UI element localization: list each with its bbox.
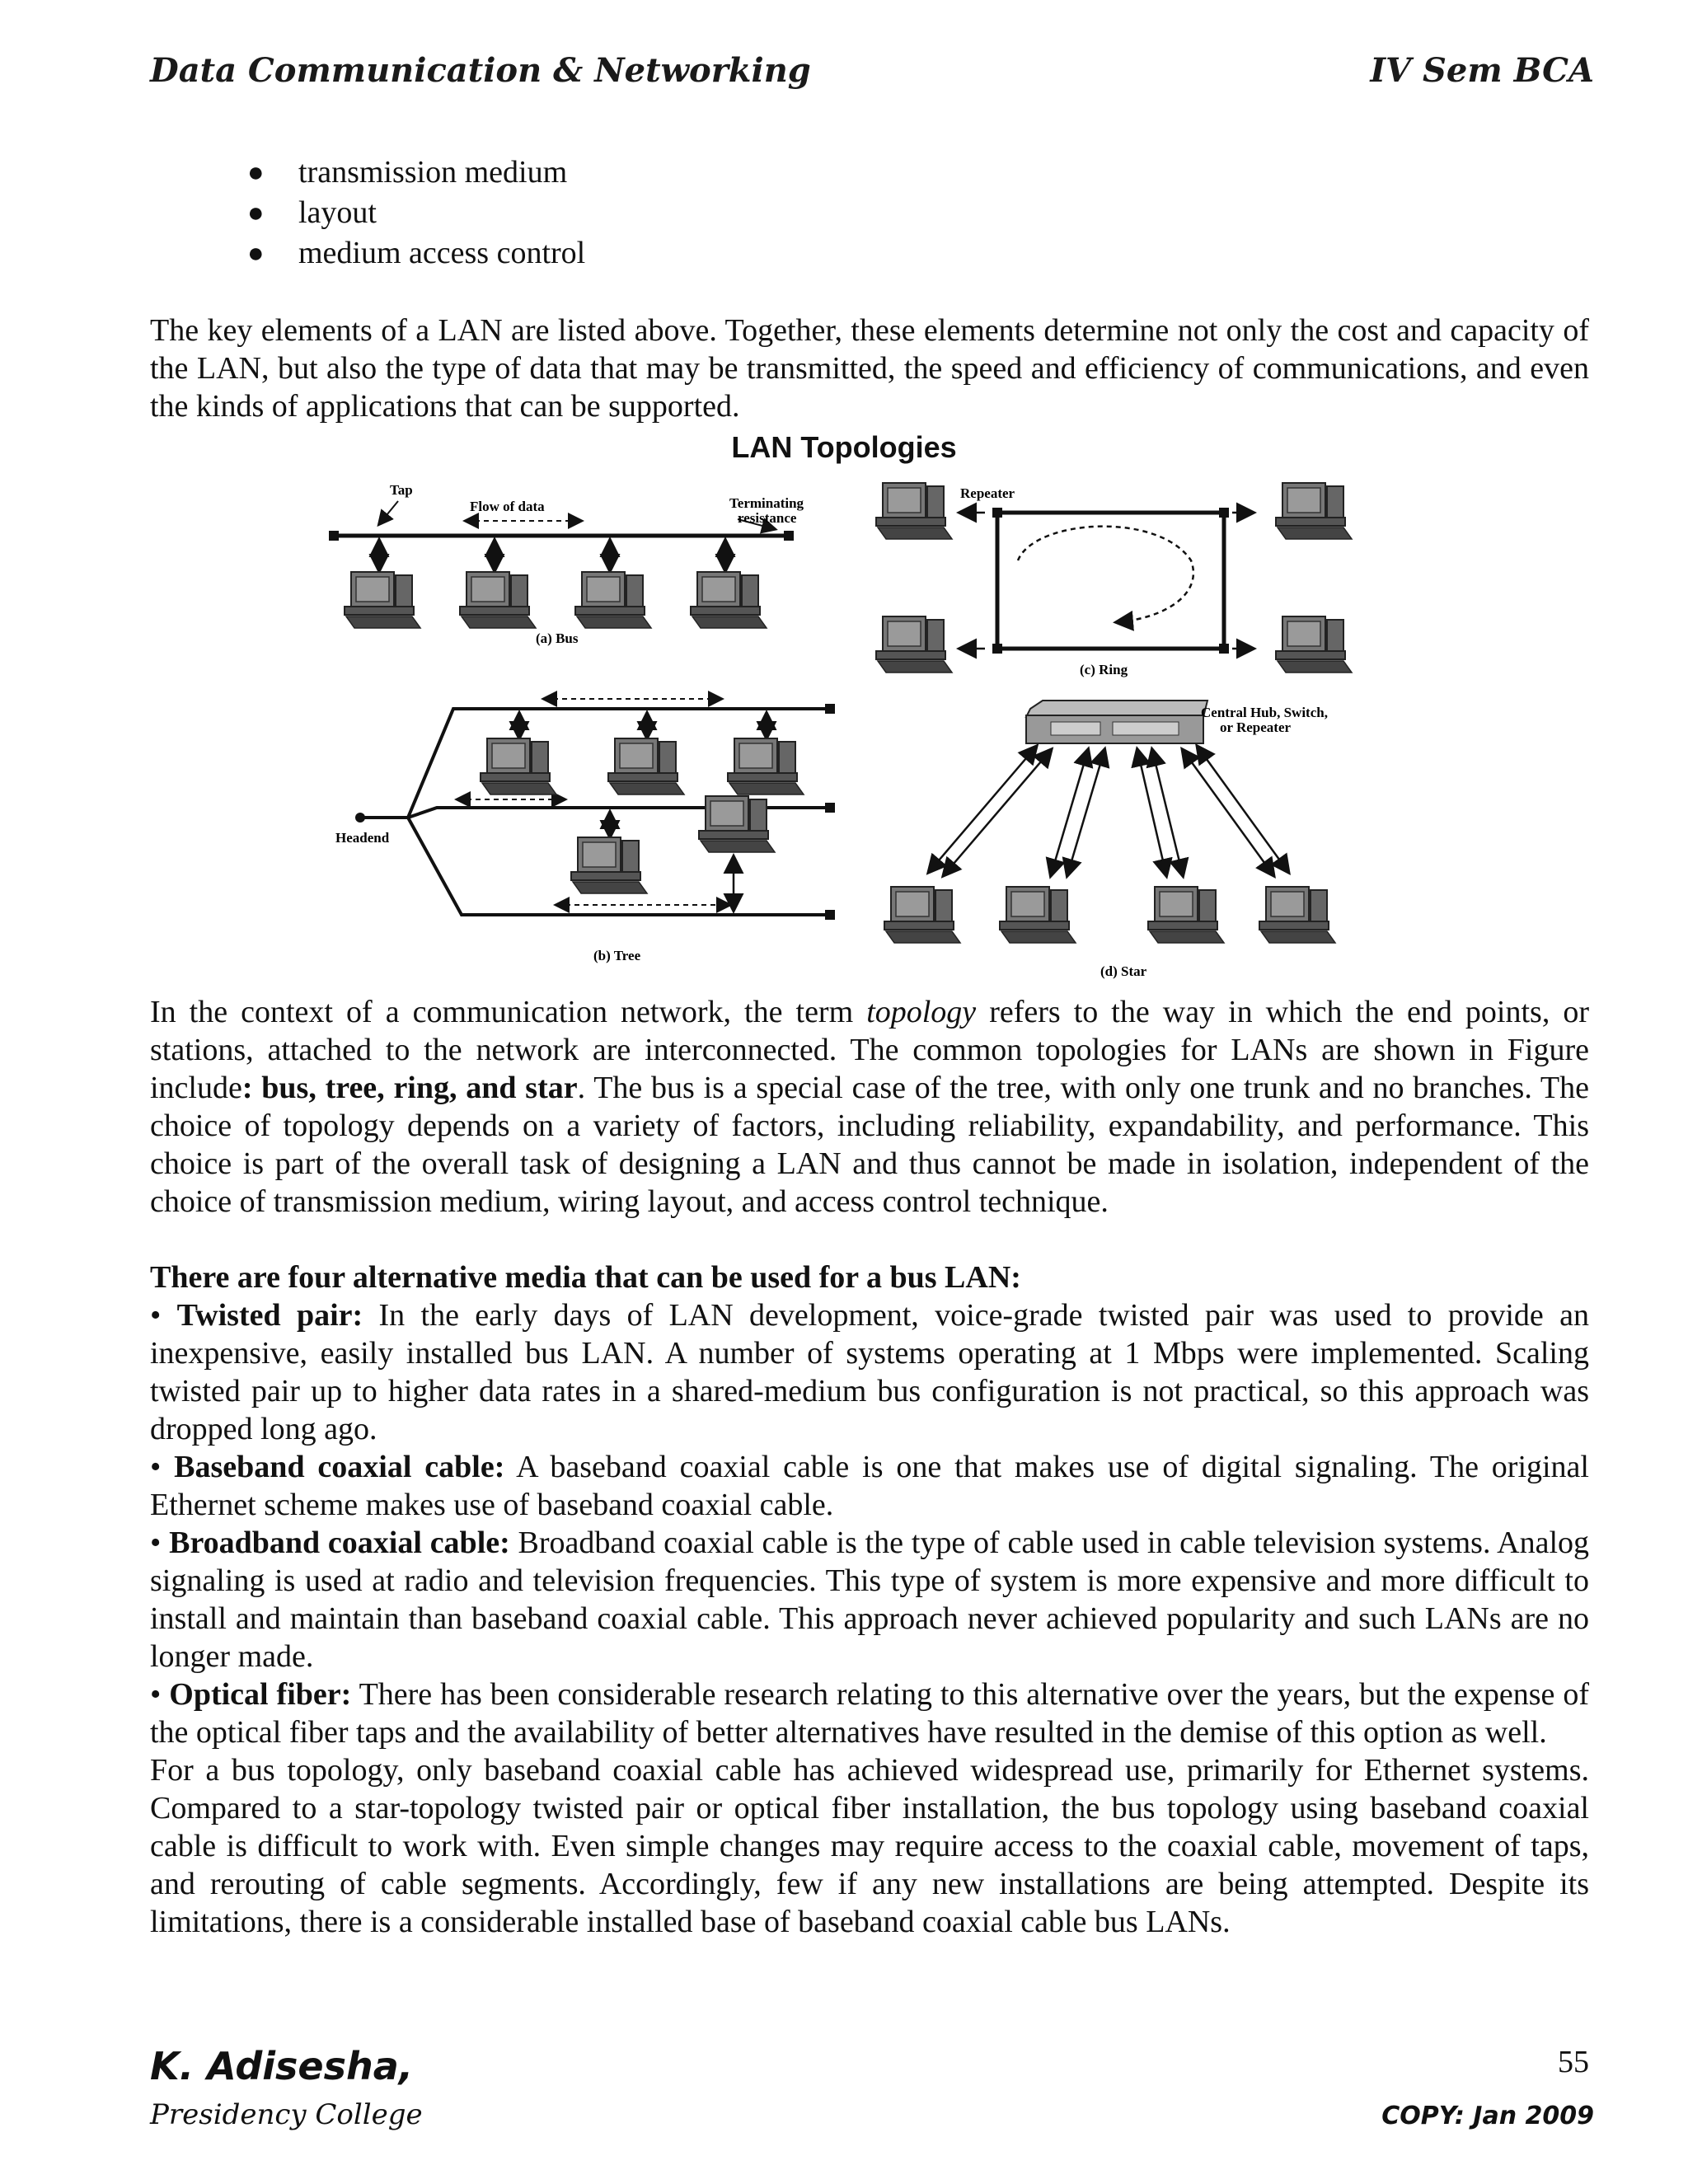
- star-caption: (d) Star: [1100, 963, 1147, 979]
- bullet-icon: ●: [247, 198, 265, 228]
- topology-paragraph: In the context of a communication network, the term topology refers to the way in which the end points, or stations, attached to the network are interconnected. The common topologies for LANs are shown in Figure include: bus, tree, ring, and star. The bus is a special case of the tree, with only one trunk and no branches. The choice of topology depends on a variety of factors, including reliability, expandability, and performance. This choice is part of the overall task of designing a LAN and thus cannot be made in isolation, independent of the choice of transmission medium, wiring layout, and access control technique.: [150, 995, 1590, 1219]
- headend-label: Headend: [335, 830, 390, 846]
- list-item: • Twisted pair: In the early days of LAN development, voice-grade twisted pair was used to provide an inexpensive, easily installed bus LAN. A number of systems operating at 1 Mbps were implemented. Scaling twisted pair up to higher data rates in a shared-medium bus configuration is not practical, so this approach was dropped long ago.: [150, 1298, 1589, 1446]
- media-heading: There are four alternative media that can be used for a bus LAN:: [150, 1260, 1021, 1295]
- bus-topology: [329, 482, 804, 646]
- topology-list: : bus, tree, ring, and star: [241, 1071, 578, 1105]
- lan-topologies-figure: [326, 470, 1397, 989]
- tree-topology: [335, 699, 835, 963]
- topology-term: topology: [866, 995, 977, 1029]
- resistance-label: resistance: [738, 510, 797, 526]
- list-item: ● layout: [247, 193, 585, 233]
- header-title: Data Communication & Networking: [150, 51, 811, 90]
- intro-paragraph: The key elements of a LAN are listed above. Together, these elements determine not only the cost and capacity of the LAN, but also the type of data that may be transmitted, the speed and efficiency of communications, and even the kinds of applications that can be supported.: [150, 313, 1589, 424]
- list-item: • Baseband coaxial cable: A baseband coaxial cable is one that makes use of digital signaling. The original Ethernet scheme makes use of baseband coaxial cable.: [150, 1450, 1589, 1522]
- list-item: ● transmission medium: [247, 152, 585, 193]
- bus-caption: (a) Bus: [536, 630, 579, 646]
- star-topology: [884, 701, 1335, 979]
- bullet-icon: ●: [247, 238, 265, 269]
- header-semester: IV Sem BCA: [1370, 51, 1594, 90]
- ring-topology: [876, 483, 1352, 677]
- figure-title: LAN Topologies: [731, 430, 957, 464]
- media-section: [150, 1258, 1589, 1941]
- terminating-label: Terminating: [729, 495, 804, 511]
- bullet-icon: ●: [247, 157, 265, 188]
- list-item: • Optical fiber: There has been considerable research relating to this alternative over the years, but the expense of the optical fiber taps and the availability of better alternatives have resulted in the demise of this option as well.: [150, 1677, 1589, 1750]
- hub-label-1: Central Hub, Switch,: [1201, 705, 1328, 720]
- flow-label: Flow of data: [470, 499, 545, 514]
- copy-date: COPY: Jan 2009: [1381, 2102, 1594, 2130]
- tap-label: Tap: [390, 482, 413, 498]
- tree-caption: (b) Tree: [593, 948, 641, 963]
- college-name: Presidency College: [150, 2098, 423, 2131]
- ring-caption: (c) Ring: [1080, 662, 1128, 677]
- repeater-label: Repeater: [960, 485, 1015, 501]
- list-item: ● medium access control: [247, 233, 585, 274]
- list-item: • Broadband coaxial cable: Broadband coaxial cable is the type of cable used in cable television systems. Analog signaling is used at radio and television frequencies. This type of system is more expensive and more difficult to install and maintain than baseband coaxial cable. This approach never achieved popularity and such LANs are no longer made.: [150, 1526, 1590, 1674]
- page-number: 55: [1558, 2045, 1589, 2079]
- hub-label-2: or Repeater: [1220, 719, 1292, 735]
- key-elements-list: [247, 152, 585, 274]
- author-name: K. Adisesha,: [150, 2044, 414, 2088]
- closing-paragraph: For a bus topology, only baseband coaxial cable has achieved widespread use, primarily for Ethernet systems. Compared to a star-topology twisted pair or optical fiber installation, the bus topology using baseband coaxial cable is difficult to work with. Even simple changes may require access to the coaxial cable, movement of taps, and rerouting of cable segments. Accordingly, few if any new installations are being attempted. Despite its limitations, there is a considerable installed base of baseband coaxial cable bus LANs.: [150, 1753, 1589, 1939]
